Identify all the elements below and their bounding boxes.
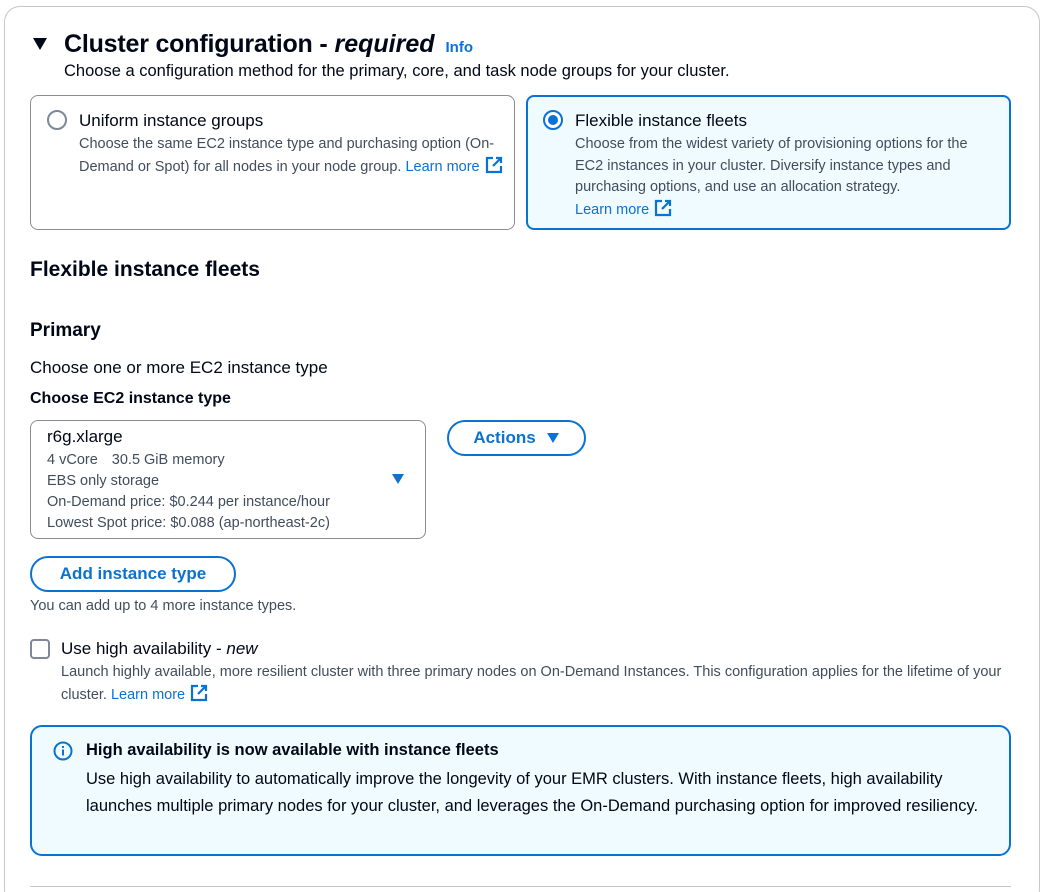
fleets-heading: Flexible instance fleets <box>30 258 260 281</box>
external-link-icon <box>485 156 503 174</box>
primary-heading: Primary <box>30 320 101 341</box>
high-availability-description <box>61 662 1021 706</box>
flexible-description-text: Choose from the widest variety of provisioning options for the EC2 instances in your cluster. Diversify instance types and purchasing options, and use an allocation strategy. <box>575 136 968 195</box>
flexible-learn-more-link[interactable]: Learn more <box>575 202 672 218</box>
section-title-required: required <box>334 29 435 58</box>
high-availability-label[interactable]: Use high availability - new <box>61 639 258 658</box>
section-title: Cluster configuration - <box>64 29 328 58</box>
uniform-title: Uniform instance groups <box>79 111 264 130</box>
actions-button[interactable]: Actions <box>447 420 586 456</box>
instance-name: r6g.xlarge <box>47 427 123 446</box>
info-circle-icon <box>53 741 73 761</box>
instance-specs <box>47 452 225 468</box>
instance-vcore: 4 vCore <box>47 452 98 468</box>
flexible-title: Flexible instance fleets <box>575 111 747 130</box>
primary-description: Choose one or more EC2 instance type <box>30 358 328 377</box>
instance-on-demand-price: On-Demand price: $0.244 per instance/hour <box>47 494 330 510</box>
external-link-icon <box>654 199 672 217</box>
uniform-description <box>79 134 504 178</box>
high-availability-description-text: Launch highly available, more resilient cluster with three primary nodes on On-Demand Instances. This configuration applies for the lifetime of your cluster. <box>61 664 1002 703</box>
flexible-radio[interactable] <box>543 110 563 130</box>
high-availability-alert <box>30 725 1011 856</box>
instance-limit-note: You can add up to 4 more instance types. <box>30 598 297 614</box>
external-link-icon <box>190 684 208 702</box>
high-availability-checkbox[interactable] <box>30 639 50 659</box>
dropdown-triangle-icon <box>546 432 560 444</box>
instance-storage: EBS only storage <box>47 473 160 489</box>
alert-body: Use high availability to automatically improve the longevity of your EMR clusters. With instance fleets, high availability launches multiple primary nodes for your cluster, and leverages the On-Demand purchasing option for improved resiliency. <box>86 770 979 815</box>
section-description: Choose a configuration method for the primary, core, and task node groups for your cluster. <box>64 62 730 80</box>
flexible-instance-fleets-tile[interactable] <box>526 95 1011 230</box>
uniform-radio[interactable] <box>47 110 67 130</box>
flexible-description <box>575 134 995 221</box>
uniform-description-text: Choose the same EC2 instance type and purchasing option (On-Demand or Spot) for all nodes in your node group. <box>79 136 495 175</box>
info-link[interactable]: Info <box>445 38 473 56</box>
high-availability-learn-more-link[interactable]: Learn more <box>111 687 208 703</box>
section-header <box>30 26 473 62</box>
instance-spot-price: Lowest Spot price: $0.088 (ap-northeast-2c) <box>47 515 330 531</box>
uniform-learn-more-link[interactable]: Learn more <box>405 159 502 175</box>
section-divider <box>30 886 1011 887</box>
instance-memory: 30.5 GiB memory <box>111 452 225 468</box>
instance-type-select[interactable] <box>30 420 426 539</box>
dropdown-triangle-icon <box>391 473 405 485</box>
add-instance-type-button[interactable]: Add instance type <box>30 556 236 592</box>
new-tag: new <box>226 639 258 658</box>
collapse-caret-icon[interactable] <box>30 34 50 54</box>
alert-title: High availability is now available with instance fleets <box>86 741 499 759</box>
uniform-instance-groups-tile[interactable] <box>30 95 515 230</box>
instance-type-label: Choose EC2 instance type <box>30 390 231 407</box>
